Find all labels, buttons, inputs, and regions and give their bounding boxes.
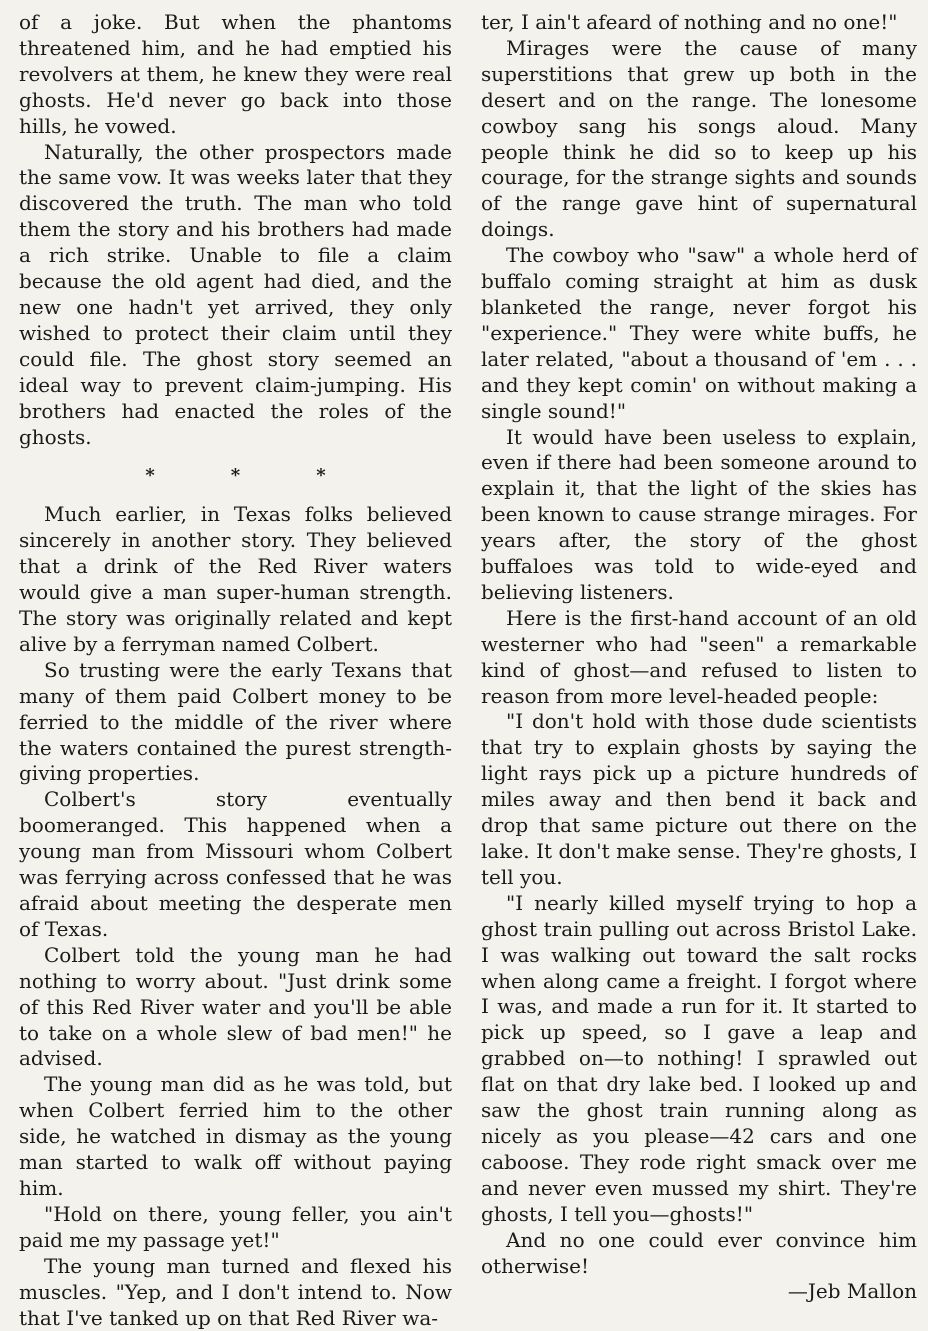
paragraph: "I nearly killed myself trying to hop a ghost train pulling out across Bristol Lake. I was walking out toward the salt rocks when along came a freight. I forgot where I was, and made a run for it. It started to pick up speed, so I gave a leap and grabbed on—to nothing! I sprawled out flat on that dry lake bed. I looked up and saw the ghost train running along as nicely as you please—42 cars and one caboose. They rode right smack over me and never even mussed my shirt. They're ghosts, I tell you—ghosts!" <box>481 890 917 1226</box>
paragraph: Colbert's story eventually boomeranged. This happened when a young man from Missouri whom Colbert was ferrying across confessed that he was afraid about meeting the desperate men of Texas. <box>19 787 452 941</box>
paragraph: The cowboy who "saw" a whole herd of buffalo coming straight at him as dusk blanketed the range, never forgot his "experience." They were white buffs, he later related, "about a thousand of 'em . . . and they kept comin' on without making a single sound!" <box>481 243 917 423</box>
author-byline: —Jeb Mallon <box>787 1279 917 1304</box>
paragraph: Naturally, the other prospectors made the same vow. It was weeks later that they discovered the truth. The man who told them the story and his brothers had made a rich strike. Unable to file a claim because the old agent had died, and the new one hadn't yet arrived, they only wished to protect their claim until they could file. The ghost story seemed an ideal way to prevent claim-jumping. His brothers had enacted the roles of the ghosts. <box>19 139 452 449</box>
paragraph: The young man turned and flexed his muscles. "Yep, and I don't intend to. Now that I've tanked up on that Red River wa- <box>19 1253 452 1330</box>
paragraph: Here is the first-hand account of an old westerner who had "seen" a remarkable kind of ghost—and refused to listen to reason from more level-headed people: <box>481 605 917 708</box>
left-column <box>19 10 452 1331</box>
paragraph: Much earlier, in Texas folks believed sincerely in another story. They believed that a drink of the Red River waters would give a man super-human strength. The story was originally related and kept alive by a ferryman named Colbert. <box>19 502 452 656</box>
separator-star: * <box>230 465 241 487</box>
paragraph: "I don't hold with those dude scientists that try to explain ghosts by saying the light rays pick up a picture hundreds of miles away and then bend it back and drop that same picture out there on the lake. It don't make sense. They're ghosts, I tell you. <box>481 709 917 889</box>
paragraph: Colbert told the young man he had nothing to worry about. "Just drink some of this Red River water and you'll be able to take on a whole slew of bad men!" he advised. <box>19 942 452 1071</box>
paragraph: ter, I ain't afeard of nothing and no one!" <box>481 10 898 34</box>
paragraph: Mirages were the cause of many superstitions that grew up both in the desert and on the range. The lonesome cowboy sang his songs aloud. Many people think he did so to keep up his courage, for the strange sights and sounds of the range gave hint of supernatural doings. <box>481 35 917 242</box>
paragraph: It would have been useless to explain, even if there had been someone around to explain it, that the light of the skies has been known to cause strange mirages. For years after, the story of the ghost buffaloes was told to wide-eyed and believing listeners. <box>481 424 917 604</box>
paragraph: And no one could ever convince him otherwise! <box>481 1227 917 1278</box>
paragraph: "Hold on there, young feller, you ain't paid me my passage yet!" <box>19 1201 452 1252</box>
right-column <box>481 10 917 1305</box>
section-separator <box>19 450 452 502</box>
paragraph: The young man did as he was told, but when Colbert ferried him to the other side, he watched in dismay as the young man started to walk off without paying him. <box>19 1072 452 1200</box>
paragraph: So trusting were the early Texans that many of them paid Colbert money to be ferried to the middle of the river where the waters contained the purest strength-giving properties. <box>19 657 452 786</box>
paragraph: of a joke. But when the phantoms threatened him, and he had emptied his revolvers at them, he knew they were real ghosts. He'd never go back into those hills, he vowed. <box>19 10 452 138</box>
separator-star: * <box>145 465 155 487</box>
separator-star: * <box>316 465 326 487</box>
